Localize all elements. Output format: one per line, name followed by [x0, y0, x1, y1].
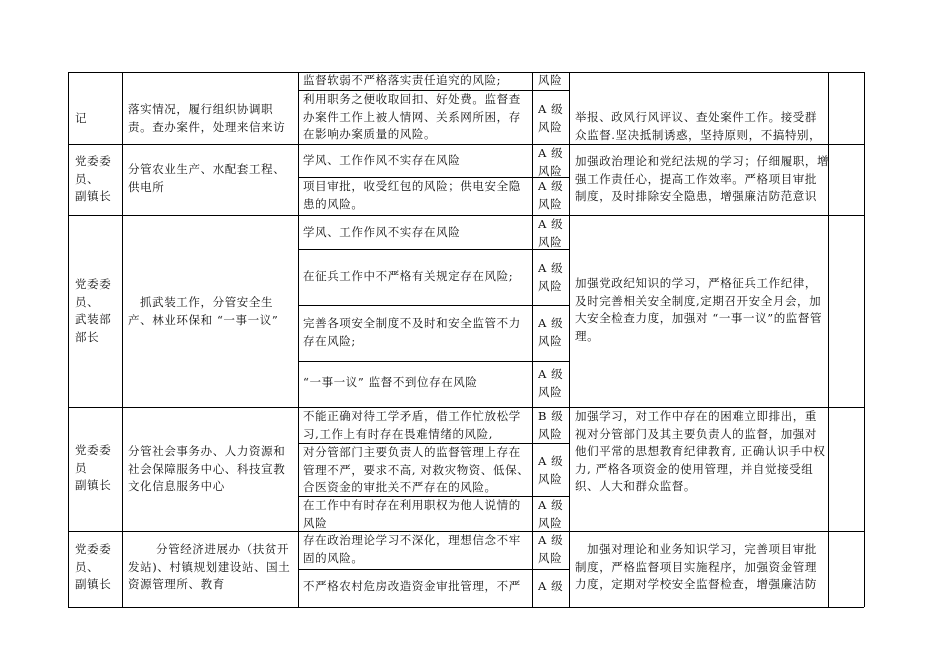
risk-item: 学风、工作作风不实存在风险	[303, 225, 461, 239]
table-rule	[532, 72, 533, 607]
table-rule	[122, 72, 123, 607]
risk-item: 完善各项安全制度不及时和安全监管不力 存在风险;	[303, 316, 521, 348]
table-rule	[298, 72, 299, 607]
risk-level: A 级 风险	[538, 261, 564, 293]
risk-item: 在征兵工作中不严格有关规定存在风险;	[303, 269, 514, 283]
measures-cell: 加强对理论和业务知识学习，完善项目审批 制度，严格监督项目实施程序，加强资金管理 力度，定期对学校安全监督检查，增强廉洁防	[575, 542, 817, 591]
risk-item: 对分管部门主要负责人的监督管理上存在 管理不严，要求不高, 对救灾物资、低保、 合医资金的审批关不严存在的风险。	[303, 445, 530, 494]
risk-level: A 级 风险	[538, 102, 564, 134]
measures-cell: 加强政治理论和党纪法规的学习；仔细履职，增 强工作责任心，提高工作效率。严格项目审批 制度，及时排除安全隐患，增强廉洁防范意识	[575, 154, 830, 203]
risk-level: 风险	[538, 73, 563, 87]
risk-level: A 级 风险	[538, 217, 564, 249]
risk-level: A 级 风险	[538, 146, 564, 178]
measures-cell: 加强学习，对工作中存在的困难立即排出，重 视对分管部门及其主要负责人的监督，加强对 他们平常的思想教育纪律教育, 正确认识手中权 力, 严格各项资金的使用管理，并自觉接受组 织、人大和群众监督。	[575, 409, 826, 493]
role-cell: 记	[75, 111, 88, 125]
risk-level: A 级 风险	[538, 179, 564, 211]
risk-level: A 级 风险	[538, 533, 564, 565]
role-cell: 党委委 员、 武装部 部长	[75, 277, 112, 344]
risk-item: 在工作中有时存在利用职权为他人说情的 风险	[303, 498, 521, 530]
risk-item: 利用职务之便收取回扣、好处费。监督查 办案件工作上被人情网、关系网所困，存 在影响办案质量的风险。	[303, 92, 521, 141]
measures-cell: 举报、政风行风评议、查处案件工作。接受群 众监督.坚决抵制诱惑，坚持原则，不搞特别，	[575, 110, 822, 142]
risk-level: A 级 风险	[538, 316, 564, 348]
risk-level: A 级 风险	[538, 367, 564, 399]
table-rule	[569, 72, 570, 607]
duties-cell: 分管经济进展办（扶贫开 发站)、村镇规划建设站、国土 资源管理所、教育	[128, 542, 291, 591]
measures-cell: 加强党政纪知识的学习，严格征兵工作纪律， 及时完善相关安全制度,定期召开安全月会，加 大安全检查力度，加强对 “一事一议”的监督管 理。	[575, 276, 823, 343]
duties-cell: 落实情况，履行组织协调职 责。查办案件，处理来信来访	[128, 102, 286, 134]
table-rule	[864, 72, 865, 607]
table-rule	[68, 72, 69, 607]
risk-level: B 级 风险	[538, 409, 564, 441]
duties-cell: 抓武装工作，分管安全生 产、林业环保和 “一事一议”	[128, 295, 279, 327]
risk-item: “一事一议” 监督不到位存在风险	[303, 375, 478, 389]
role-cell: 党委委 员、 副镇长	[75, 154, 112, 203]
risk-item: 不严格农村危房改造资金审批管理，不严	[303, 579, 521, 593]
risk-level: A 级	[538, 579, 564, 593]
table-rule	[298, 569, 569, 570]
duties-cell: 分管社会事务办、人力资源和 社会保障服务中心、科技宣教 文化信息服务中心	[128, 444, 286, 493]
risk-item: 项目审批，收受红包的风险；供电安全隐 患的风险。	[303, 179, 521, 211]
risk-level: A 级 风险	[538, 454, 564, 486]
risk-item: 存在政治理论学习不深化，理想信念不牢 固的风险。	[303, 533, 521, 565]
risk-item: 监督软弱不严格落实责任追究的风险;	[303, 73, 502, 87]
role-cell: 党委委 员、 副镇长	[75, 542, 112, 591]
table-rule	[298, 249, 569, 250]
table-rule	[68, 215, 864, 216]
table-rule	[298, 305, 569, 306]
risk-item: 学风、工作作风不实存在风险	[303, 153, 461, 167]
role-cell: 党委委 员 副镇长	[75, 443, 112, 492]
risk-level: A 级 风险	[538, 498, 564, 530]
duties-cell: 分管农业生产、水配套工程、 供电所	[128, 162, 286, 194]
table-rule	[68, 607, 864, 608]
table-rule	[68, 144, 864, 145]
risk-item: 不能正确对待工学矛盾，借工作忙放松学 习,工作上有时存在畏难情绪的风险,	[303, 409, 521, 441]
table-rule	[298, 361, 569, 362]
